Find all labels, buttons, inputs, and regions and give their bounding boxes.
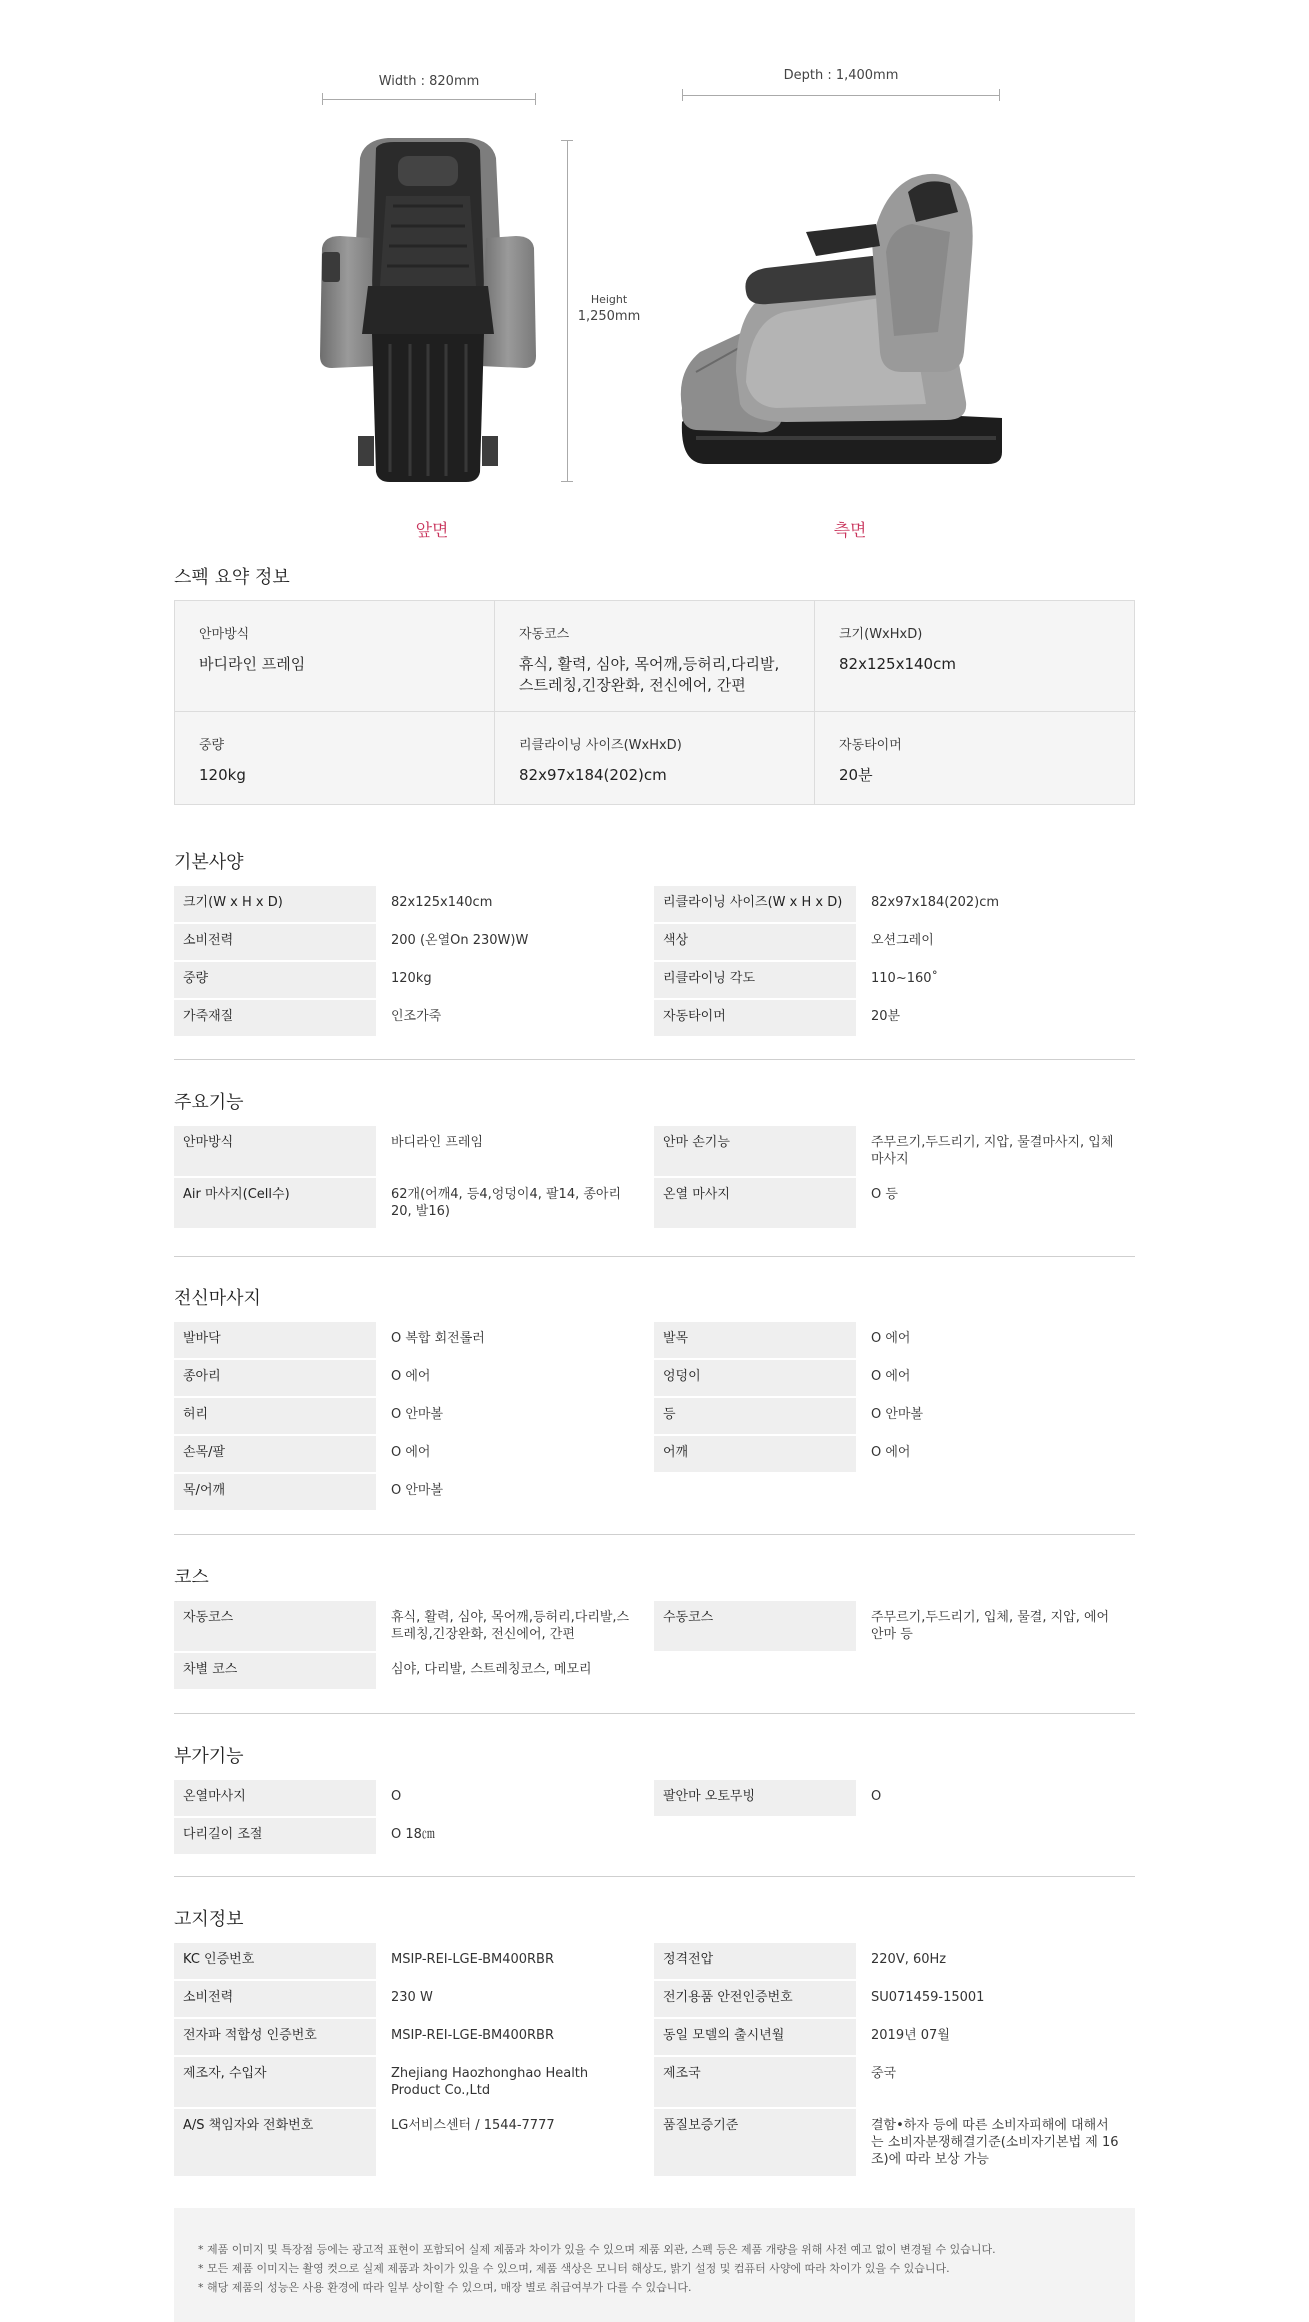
spec-value: 주무르기,두드리기, 입체, 물결, 지압, 에어안마 등 [871, 1610, 1110, 1642]
spec-label: Air 마사지(Cell수) [174, 1178, 376, 1228]
spec-value: 200 (온열On 230W)W [391, 933, 529, 948]
empty-cell [856, 1474, 1135, 1510]
spec-section-course [174, 1563, 1135, 1689]
spec-value: MSIP-REI-LGE-BM400RBR [391, 1952, 555, 1967]
spec-value: LG서비스센터 / 1544-7777 [391, 2118, 555, 2133]
spec-label: 다리길이 조절 [174, 1818, 376, 1854]
summary-value: 20분 [839, 766, 873, 784]
width-dimension-line [322, 99, 536, 100]
section-divider [174, 1059, 1135, 1060]
summary-cell [495, 712, 815, 804]
disclaimer-line: * 해당 제품의 성능은 사용 환경에 따라 일부 상이할 수 있으며, 매장 별로 취급여부가 다를 수 있습니다. [198, 2278, 1111, 2297]
spec-label: 안마 손기능 [654, 1126, 856, 1176]
spec-label: KC 인증번호 [174, 1943, 376, 1979]
spec-label: 발바닥 [174, 1322, 376, 1358]
section-title: 코스 [174, 1567, 209, 1588]
spec-table [174, 1943, 1135, 2176]
spec-label: 엉덩이 [654, 1360, 856, 1396]
spec-table [174, 1601, 1135, 1689]
section-divider [174, 1534, 1135, 1535]
spec-label: 온열마사지 [174, 1780, 376, 1816]
spec-label: 소비전력 [174, 924, 376, 960]
empty-cell [654, 1653, 856, 1689]
spec-section-extra-features [174, 1742, 1135, 1854]
summary-cell [175, 601, 495, 712]
spec-value: 심야, 다리발, 스트레칭코스, 메모리 [391, 1662, 592, 1677]
spec-value: O 에어 [391, 1369, 431, 1384]
spec-summary-table [174, 600, 1135, 805]
spec-value: 20분 [871, 1009, 901, 1024]
spec-value: MSIP-REI-LGE-BM400RBR [391, 2028, 555, 2043]
front-view-caption: 앞면 [415, 521, 449, 541]
spec-table [174, 1126, 1135, 1228]
spec-value: Zhejiang Haozhonghao Health Product Co.,Ltd [391, 2066, 589, 2098]
spec-table [174, 1322, 1135, 1510]
spec-label: 품질보증기준 [654, 2109, 856, 2176]
summary-cell [815, 712, 1136, 804]
spec-value: O 안마볼 [391, 1483, 444, 1498]
summary-label: 중량 [199, 738, 225, 753]
spec-value: O 에어 [871, 1445, 911, 1460]
spec-label: 자동코스 [174, 1601, 376, 1651]
spec-value: 오션그레이 [871, 933, 934, 948]
spec-value: 주무르기,두드리기, 지압, 물결마사지, 입체마사지 [871, 1135, 1114, 1167]
spec-label: 크기(W x H x D) [174, 886, 376, 922]
spec-label: 어깨 [654, 1436, 856, 1472]
spec-label: 제조자, 수입자 [174, 2057, 376, 2107]
disclaimer-line: * 모든 제품 이미지는 촬영 컷으로 실제 제품과 차이가 있을 수 있으며, 제품 색상은 모니터 해상도, 밝기 설정 및 컴퓨터 사양에 따라 차이가 있을 수 있습니다. [198, 2259, 1111, 2278]
spec-label: 소비전력 [174, 1981, 376, 2017]
section-title: 주요기능 [174, 1092, 244, 1113]
spec-label: 색상 [654, 924, 856, 960]
spec-label: 중량 [174, 962, 376, 998]
spec-label: 동일 모델의 출시년월 [654, 2019, 856, 2055]
section-divider [174, 1713, 1135, 1714]
product-dimension-section [0, 0, 1309, 545]
spec-value: O 복합 회전롤러 [391, 1331, 485, 1346]
empty-cell [654, 1474, 856, 1510]
spec-section-body-massage [174, 1284, 1135, 1510]
spec-section-main-features [174, 1088, 1135, 1228]
spec-value: O 에어 [871, 1331, 911, 1346]
summary-value: 휴식, 활력, 심야, 목어깨,등허리,다리발,스트레칭,긴장완화, 전신에어, 간편 [519, 655, 780, 694]
spec-label: 안마방식 [174, 1126, 376, 1176]
spec-label: 전기용품 안전인증번호 [654, 1981, 856, 2017]
spec-label: 목/어깨 [174, 1474, 376, 1510]
spec-table [174, 886, 1135, 1036]
spec-label: 종아리 [174, 1360, 376, 1396]
disclaimer-line: * 제품 이미지 및 특장점 등에는 광고적 표현이 포함되어 실제 제품과 차이가 있을 수 있으며 제품 외관, 스펙 등은 제품 개량을 위해 사전 예고 없이 변경될 수 있습니다. [198, 2240, 1111, 2259]
spec-section-basic [174, 848, 1135, 1036]
summary-cell [175, 712, 495, 804]
section-title: 고지정보 [174, 1909, 244, 1930]
summary-value: 82x125x140cm [839, 655, 956, 673]
spec-label: A/S 책임자와 전화번호 [174, 2109, 376, 2176]
empty-cell [856, 1653, 1135, 1689]
spec-label: 리클라이닝 사이즈(W x H x D) [654, 886, 856, 922]
summary-label: 자동코스 [519, 627, 570, 642]
spec-value: O 에어 [391, 1445, 431, 1460]
side-view-caption: 측면 [833, 521, 867, 541]
spec-label: 온열 마사지 [654, 1178, 856, 1228]
spec-value: 62개(어깨4, 등4,엉덩이4, 팔14, 종아리20, 발16) [391, 1187, 622, 1219]
spec-value: 120kg [391, 971, 432, 986]
summary-value: 120kg [199, 766, 246, 784]
summary-cell [495, 601, 815, 712]
spec-value: 휴식, 활력, 심야, 목어깨,등허리,다리발,스트레칭,긴장완화, 전신에어, 간편 [391, 1610, 630, 1642]
spec-value: 인조가죽 [391, 1009, 442, 1024]
spec-label: 가죽재질 [174, 1000, 376, 1036]
section-title: 전신마사지 [174, 1288, 261, 1309]
spec-value: O 에어 [871, 1369, 911, 1384]
spec-value: 바디라인 프레임 [391, 1135, 484, 1150]
spec-label: 리클라이닝 각도 [654, 962, 856, 998]
spec-value: O 등 [871, 1187, 898, 1202]
spec-value: O [871, 1789, 882, 1804]
spec-table [174, 1780, 1135, 1854]
empty-cell [654, 1818, 856, 1854]
width-label: Width : 820mm [378, 74, 480, 89]
spec-value: O [391, 1789, 402, 1804]
spec-section-notice-info [174, 1905, 1135, 2176]
spec-value: 82x97x184(202)cm [871, 895, 1000, 910]
spec-label: 허리 [174, 1398, 376, 1434]
summary-label: 리클라이닝 사이즈(WxHxD) [519, 738, 682, 753]
summary-label: 안마방식 [199, 627, 250, 642]
height-value: 1,250mm [577, 309, 641, 324]
summary-value: 82x97x184(202)cm [519, 766, 667, 784]
spec-summary-title: 스펙 요약 정보 [174, 567, 290, 588]
section-divider [174, 1256, 1135, 1257]
empty-cell [856, 1818, 1135, 1854]
spec-value: SU071459-15001 [871, 1990, 985, 2005]
spec-label: 자동타이머 [654, 1000, 856, 1036]
depth-dimension-line [682, 95, 1000, 96]
spec-value: 220V, 60Hz [871, 1952, 947, 1967]
spec-value: O 안마볼 [871, 1407, 924, 1422]
summary-label: 크기(WxHxD) [839, 627, 923, 642]
spec-label: 수동코스 [654, 1601, 856, 1651]
spec-value: 110~160˚ [871, 971, 939, 986]
section-title: 기본사양 [174, 852, 244, 873]
spec-label: 발목 [654, 1322, 856, 1358]
spec-label: 정격전압 [654, 1943, 856, 1979]
height-dimension-line [567, 140, 568, 482]
spec-value: 230 W [391, 1990, 433, 2005]
section-title: 부가기능 [174, 1746, 244, 1767]
spec-value: O 18㎝ [391, 1827, 435, 1842]
spec-label: 팔안마 오토무빙 [654, 1780, 856, 1816]
summary-label: 자동타이머 [839, 738, 902, 753]
spec-value: 82x125x140cm [391, 895, 493, 910]
height-label: Height [590, 293, 628, 306]
spec-value: 중국 [871, 2066, 897, 2081]
summary-cell [815, 601, 1136, 712]
spec-value: 2019년 07월 [871, 2028, 950, 2043]
massage-chair-side-image [676, 172, 1006, 472]
spec-label: 전자파 적합성 인증번호 [174, 2019, 376, 2055]
disclaimer-box [174, 2208, 1135, 2322]
depth-label: Depth : 1,400mm [783, 68, 899, 83]
spec-value: O 안마볼 [391, 1407, 444, 1422]
spec-label: 제조국 [654, 2057, 856, 2107]
spec-label: 등 [654, 1398, 856, 1434]
section-divider [174, 1876, 1135, 1877]
spec-label: 손목/팔 [174, 1436, 376, 1472]
spec-value: 결함•하자 등에 따른 소비자피해에 대해서는 소비자분쟁해결기준(소비자기본법 제 16조)에 따라 보상 가능 [871, 2118, 1119, 2167]
summary-value: 바디라인 프레임 [199, 655, 306, 673]
massage-chair-front-image [318, 136, 538, 486]
spec-label: 차별 코스 [174, 1653, 376, 1689]
